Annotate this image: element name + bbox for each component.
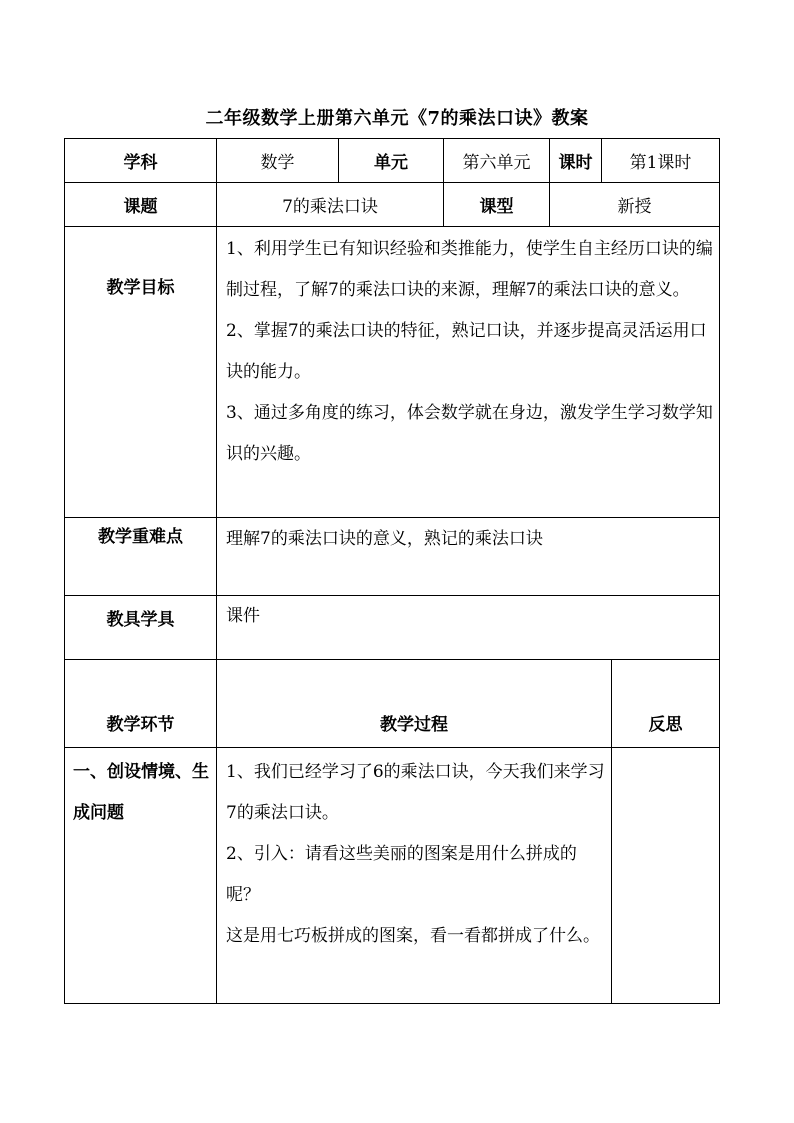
goals-content	[217, 227, 720, 518]
process-header-row	[65, 660, 720, 748]
key-points-content	[217, 518, 720, 596]
unit-value: 第六单元	[444, 139, 550, 183]
subject-value: 数学	[217, 139, 339, 183]
goals-label: 教学目标	[65, 227, 217, 518]
process-content	[217, 748, 612, 1004]
info-row-1	[65, 139, 720, 183]
period-value: 第1课时	[602, 139, 720, 183]
stage-cell: 一、创设情境、生成问题	[65, 748, 217, 1004]
type-value: 新授	[550, 183, 720, 227]
unit-label: 单元	[339, 139, 444, 183]
key-points-value: 理解7的乘法口诀的意义，熟记的乘法口诀	[226, 529, 543, 549]
period-label: 课时	[550, 139, 602, 183]
type-label: 课型	[444, 183, 550, 227]
subject-label: 学科	[65, 139, 217, 183]
tools-value: 课件	[226, 606, 260, 626]
topic-value: 7的乘法口诀	[217, 183, 444, 227]
process-header: 教学过程	[217, 660, 612, 748]
process-table	[64, 659, 720, 1004]
goal-item: 1、利用学生已有知识经验和类推能力，使学生自主经历口诀的编制过程，了解7的乘法口诀的来源，理解7的乘法口诀的意义。	[226, 239, 713, 300]
process-paragraph: 这是用七巧板拼成的图案，看一看都拼成了什么。	[226, 926, 600, 946]
tools-label: 教具学具	[65, 596, 217, 660]
goal-item: 3、通过多角度的练习，体会数学就在身边，激发学生学习数学知识的兴趣。	[226, 403, 713, 464]
reflection-cell	[612, 748, 720, 1004]
document-title: 二年级数学上册第六单元《7的乘法口诀》教案	[205, 108, 589, 129]
process-row	[65, 748, 720, 1004]
stage-header: 教学环节	[65, 660, 217, 748]
reflection-header: 反思	[612, 660, 720, 748]
key-points-label: 教学重难点	[65, 518, 217, 596]
process-paragraph: 2、引入：请看这些美丽的图案是用什么拼成的呢？	[226, 844, 577, 905]
goals-row	[65, 227, 720, 518]
lesson-info-table	[64, 138, 720, 660]
tools-row	[65, 596, 720, 660]
key-points-row	[65, 518, 720, 596]
tools-content	[217, 596, 720, 660]
goal-item: 2、掌握7的乘法口诀的特征，熟记口诀，并逐步提高灵活运用口诀的能力。	[226, 321, 707, 382]
process-paragraph: 1、我们已经学习了6的乘法口诀，今天我们来学习7的乘法口诀。	[226, 762, 605, 823]
topic-label: 课题	[65, 183, 217, 227]
info-row-2	[65, 183, 720, 227]
